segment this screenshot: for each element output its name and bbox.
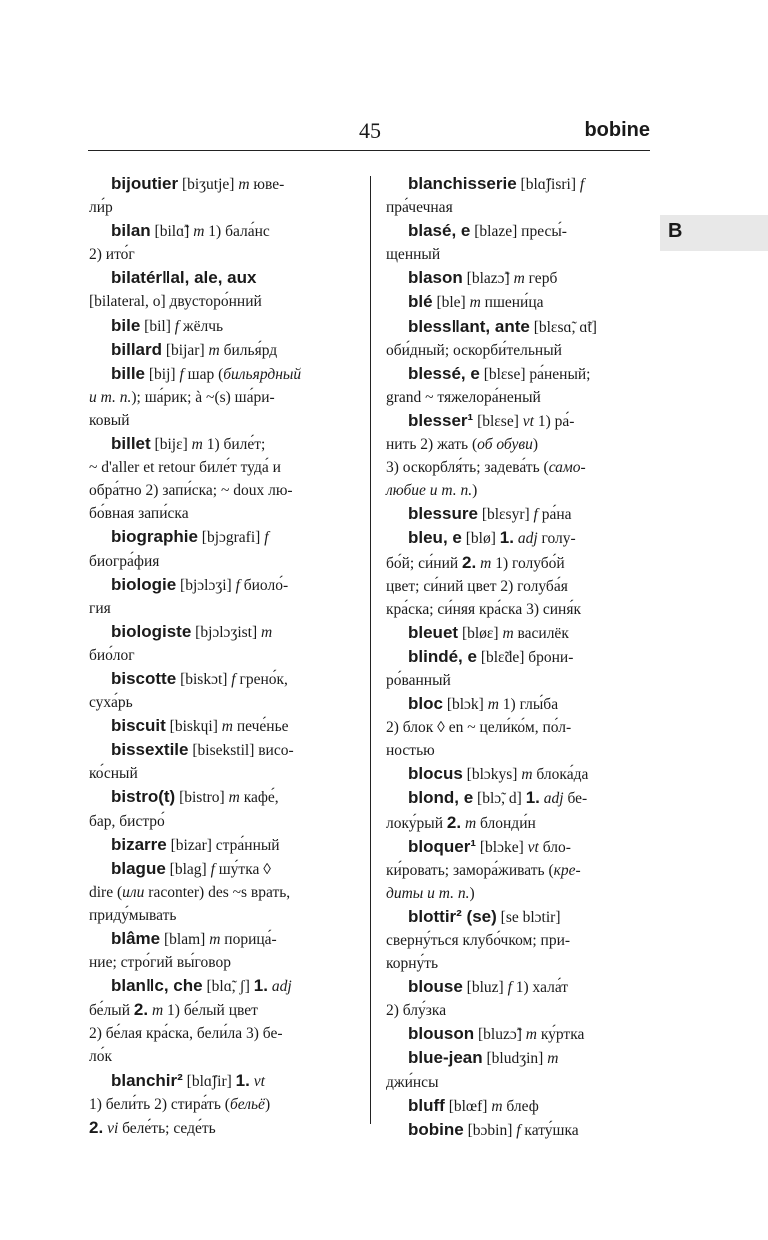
entry-line: бе́лый 2. m 1) бе́лый цвет — [89, 1000, 258, 1020]
entry-line — [89, 857, 351, 881]
grammar-label: f — [264, 529, 269, 547]
running-head: bobine — [584, 119, 650, 141]
entry-line — [89, 338, 351, 362]
headword: blessure — [408, 504, 478, 524]
entry-line — [386, 905, 648, 929]
headword: blan‖c, che — [111, 976, 203, 996]
entry-line: ро́ванный — [386, 671, 451, 689]
grammar-label: m — [469, 294, 481, 312]
transcription: [blɛsɑ̃, ɑ̃t] — [529, 318, 597, 336]
translation: герб — [524, 270, 558, 288]
entry-bistrot — [89, 785, 351, 832]
transcription: [bijɛ] — [150, 436, 192, 454]
sense-number: 2. — [446, 812, 462, 832]
entry-line — [386, 266, 648, 290]
headword: biologiste — [111, 621, 192, 641]
grammar-label: vt — [253, 1072, 265, 1090]
entry-line: пра́чечная — [386, 199, 453, 217]
entry-line — [386, 1118, 648, 1142]
entry-line — [89, 1069, 351, 1093]
translation: пече́нье — [232, 718, 289, 736]
entry-line: 2) блу́зка — [386, 1002, 447, 1020]
entry-line: обра́тно 2) запи́ска; ~ doux лю- — [89, 482, 293, 500]
translation: кафе́, — [239, 789, 279, 807]
entry-line: ло́к — [89, 1048, 113, 1066]
entry-ble — [386, 290, 648, 314]
headword: blue-jean — [408, 1048, 483, 1068]
headword: blessé, e — [408, 363, 480, 383]
grammar-label: m — [209, 931, 221, 948]
entry-line — [89, 172, 351, 196]
usage-note: и т. п. — [89, 388, 132, 406]
entry-line: суха́рь — [89, 694, 133, 712]
grammar-label: m — [480, 554, 492, 572]
usage-note: бельё — [229, 1095, 265, 1113]
translation: [bisekstil] висо- — [188, 742, 294, 760]
entry-blanchir — [89, 1069, 351, 1140]
entry-line: сверну́ться клубо́чком; при- — [386, 932, 571, 949]
transcription: [bjɔlɔʒist] — [191, 623, 262, 641]
entry-line — [89, 833, 351, 857]
transcription: [se blɔtir] — [496, 908, 561, 926]
entry-line: bleu, e [blø] 1. adj голу- — [408, 528, 576, 548]
grammar-label: adj — [517, 530, 538, 548]
entry-line — [89, 314, 351, 338]
transcription: [bilɑ̃] — [150, 223, 194, 241]
headword: bilatér‖al, ale, aux — [111, 268, 257, 288]
sense-number: 2. — [462, 552, 477, 572]
grammar-label: f — [579, 176, 585, 193]
entry-line: 3) оскорбля́ть; задева́ть (само- — [386, 459, 586, 477]
entry-line: 1) бели́ть 2) стира́ть (бельё) — [89, 1095, 271, 1113]
translation: [blɛ̃de] брони- — [476, 648, 574, 666]
entry-biologiste — [89, 620, 351, 667]
transcription: [ble] — [432, 294, 470, 312]
left-column — [89, 172, 351, 1140]
entry-blase — [386, 219, 648, 266]
translation: блеф — [502, 1097, 539, 1115]
headword: bless‖ant, ante — [408, 316, 530, 336]
grammar-label: vi — [107, 1119, 119, 1137]
entry-blouse — [386, 975, 648, 1022]
entry-line: ли́р — [89, 199, 113, 217]
entry-line: [bilateral, o] двусторо́нний — [89, 293, 262, 311]
headword: blanchisserie — [408, 174, 517, 193]
thumb-index-tab — [660, 215, 768, 251]
translation: бло- — [538, 838, 571, 856]
grammar-label: f — [507, 979, 512, 997]
entry-line: ки́ровать; замора́живать (кре- — [386, 861, 581, 879]
translation: [bizar] стра́нный — [166, 836, 280, 854]
entry-bleuet — [386, 621, 648, 645]
grammar-label: m — [464, 814, 477, 832]
entry-bobine — [386, 1118, 648, 1142]
entry-line: 2) ито́г — [89, 246, 135, 264]
sense-number: 1. — [235, 1070, 250, 1090]
entry-blessant — [386, 315, 648, 362]
entry-bloquer — [386, 835, 648, 905]
translation: биоло́- — [239, 576, 289, 594]
entry-line: ковый — [89, 411, 130, 429]
transcription: [blag] — [165, 860, 211, 878]
entry-line — [386, 692, 648, 716]
headword: bluff — [408, 1095, 445, 1115]
entry-blason — [386, 266, 648, 290]
entry-line: бо́й; си́ний 2. m 1) голубо́й — [386, 552, 565, 572]
grammar-label: m — [193, 223, 205, 241]
headword: bleuet — [408, 622, 459, 642]
grammar-label: m — [491, 1097, 503, 1115]
entry-line — [386, 1022, 648, 1046]
translation: ку́ртка — [536, 1026, 585, 1044]
grammar-label: m — [502, 624, 514, 642]
translation: 1) глы́ба — [498, 696, 559, 714]
grammar-label: f — [174, 317, 180, 335]
transcription: [blœf] — [444, 1097, 492, 1115]
headword: billard — [111, 339, 163, 359]
transcription: [blam] — [160, 931, 210, 948]
headword: blottir² (se) — [408, 906, 497, 926]
sense-number: 1. — [525, 788, 540, 808]
entry-line — [386, 315, 648, 339]
entry-line: любие и т. п.) — [386, 482, 478, 500]
usage-note: об обуви — [477, 436, 533, 454]
entry-line — [89, 573, 351, 597]
translation: 1) хала́т — [511, 979, 569, 997]
entry-line — [89, 927, 351, 951]
transcription: [bijar] — [162, 341, 209, 359]
entry-bloc — [386, 692, 648, 762]
entry-blue-jean — [386, 1046, 648, 1093]
grammar-label: adj — [271, 978, 292, 996]
transcription: [bjɔlɔʒi] — [176, 576, 236, 594]
grammar-label: m — [221, 718, 233, 736]
headword: blanchir² — [111, 1070, 183, 1090]
headword: bloc — [408, 694, 443, 714]
translation: грено́к, — [235, 670, 288, 688]
entry-line — [89, 667, 351, 691]
translation: шар ( — [183, 365, 224, 383]
page-number: 45 — [359, 118, 381, 143]
entry-line — [386, 762, 648, 786]
transcription: [bil] — [140, 317, 175, 335]
translation: василёк — [513, 624, 569, 642]
usage-note: кре- — [553, 861, 581, 879]
entry-line — [89, 432, 351, 456]
entry-line: локу́рый 2. m блонди́н — [386, 812, 536, 832]
entry-bizarre — [89, 833, 351, 857]
usage-note: само- — [548, 459, 586, 477]
headword: blague — [111, 858, 166, 878]
headword: biographie — [111, 527, 198, 547]
transcription: [bij] — [145, 365, 180, 383]
transcription: [biʒutje] — [178, 176, 239, 193]
entry-blanc — [89, 974, 351, 1068]
grammar-label: m — [191, 436, 203, 454]
entry-line: ностью — [386, 742, 435, 760]
sense-number: 1. — [253, 976, 268, 996]
entry-blague — [89, 857, 351, 927]
entry-blesse — [386, 362, 648, 409]
entry-line: 2. vi беле́ть; седе́ть — [89, 1117, 216, 1137]
entry-line — [386, 409, 648, 433]
transcription: [bløɛ] — [458, 624, 503, 642]
translation: блока́да — [532, 766, 589, 784]
sense-number: 1. — [499, 528, 514, 548]
grammar-label: m — [228, 789, 240, 807]
entry-line: щенный — [386, 246, 441, 264]
header-rule — [88, 150, 650, 151]
transcription: [bluzɔ̃] — [474, 1026, 526, 1044]
entry-line — [89, 219, 351, 243]
entry-line — [89, 620, 351, 644]
grammar-label: f — [516, 1121, 521, 1139]
headword: biscuit — [111, 716, 166, 736]
sense-number: 2. — [89, 1117, 104, 1137]
headword: bissextile — [111, 740, 189, 760]
headword: blindé, e — [408, 646, 477, 666]
transcription: [biskɥi] — [165, 718, 222, 736]
transcription: [blɑ̃ʃisri] — [516, 176, 580, 193]
right-column — [386, 172, 648, 1142]
translation: порица́- — [220, 931, 277, 948]
entry-bilan — [89, 219, 351, 266]
entry-line: ние; стро́гий вы́говор — [89, 954, 231, 972]
entry-line: био́лог — [89, 646, 135, 664]
entry-blessure — [386, 502, 648, 526]
grammar-label: m — [525, 1026, 537, 1044]
transcription: [bludʒin] — [482, 1050, 548, 1068]
entry-line: джи́нсы — [386, 1073, 439, 1091]
grammar-label: f — [533, 506, 538, 524]
transcription: [bluz] — [462, 979, 508, 997]
entry-line — [89, 266, 351, 290]
grammar-label: m — [208, 341, 220, 359]
entry-blocus — [386, 762, 648, 786]
entry-bluff — [386, 1094, 648, 1118]
entry-bilateral — [89, 266, 351, 313]
headword: blasé, e — [408, 221, 471, 241]
entry-blottir — [386, 905, 648, 975]
entry-line: гия — [89, 599, 111, 617]
grammar-label: f — [231, 670, 236, 688]
translation: 1) бала́нс — [204, 223, 270, 241]
headword: bistro(t) — [111, 787, 176, 807]
headword: blond, e — [408, 788, 474, 808]
transcription: [bjɔgrafi] — [197, 529, 265, 547]
entry-blouson — [386, 1022, 648, 1046]
entry-line: grand ~ тяжелора́неный — [386, 388, 541, 406]
headword: blé — [408, 292, 433, 312]
entry-line — [89, 386, 351, 409]
entry-line: blond, e [blɔ̃, d] 1. adj бе- — [408, 788, 588, 808]
headword: blouson — [408, 1024, 475, 1044]
entry-bijoutier — [89, 172, 351, 219]
translation: ра́на — [537, 506, 572, 524]
headword: blason — [408, 268, 463, 288]
translation: кату́шка — [520, 1121, 579, 1139]
entry-line: биогра́фия — [89, 552, 160, 570]
transcription: [blɑ̃, ʃ] — [202, 978, 254, 996]
entry-blond — [386, 786, 648, 834]
column-divider — [370, 176, 371, 1124]
grammar-label: m — [521, 766, 533, 784]
grammar-label: m — [151, 1002, 164, 1020]
transcription: [blɛse] — [473, 412, 523, 430]
entry-line: корну́ть — [386, 955, 439, 973]
grammar-label: vt — [522, 412, 534, 430]
translation: билья́рд — [219, 341, 278, 359]
transcription: [blɔkys] — [462, 766, 522, 784]
entry-biographie — [89, 525, 351, 572]
usage-note: диты и т. п. — [386, 884, 470, 902]
entry-line: ~ d'aller et retour биле́т туда́ и — [89, 459, 281, 477]
entry-line: нить 2) жать (об обуви) — [386, 436, 539, 454]
entry-line — [386, 835, 648, 859]
entry-line: приду́мывать — [89, 906, 177, 924]
entry-line: оби́дный; оскорби́тельный — [386, 341, 562, 359]
entry-bille — [89, 362, 351, 432]
grammar-label: f — [179, 365, 184, 383]
entry-line — [386, 975, 648, 999]
transcription: [biskɔt] — [176, 670, 232, 688]
entry-line — [89, 785, 351, 809]
grammar-label: m — [487, 696, 499, 714]
entry-line — [386, 172, 648, 196]
translation: ); ша́рик; à ~(s) ша́ри- — [131, 388, 275, 406]
transcription: [blɔk] — [442, 696, 488, 714]
entry-line — [386, 219, 648, 243]
headword: blouse — [408, 977, 463, 997]
entry-line: бо́вная запи́ска — [89, 505, 189, 523]
entry-line: ко́сный — [89, 765, 138, 783]
entry-line: кра́ска; си́няя кра́ска 3) синя́к — [386, 600, 582, 618]
entry-line: диты и т. п.) — [386, 884, 475, 902]
grammar-label: adj — [543, 790, 564, 808]
headword: bile — [111, 315, 141, 335]
transcription: [blɛsyr] — [477, 506, 534, 524]
entry-blame — [89, 927, 351, 974]
translation: 1) ра́- — [533, 412, 575, 430]
entry-biscotte — [89, 667, 351, 714]
transcription: [blɑ̃ʃir] — [182, 1072, 236, 1090]
entry-biologie — [89, 573, 351, 620]
translation: жёлчь — [179, 317, 224, 335]
grammar-label: m — [261, 623, 273, 641]
sense-number: 2. — [133, 1000, 149, 1020]
entry-line: бар, бистро́ — [89, 812, 165, 830]
translation: юве- — [249, 176, 285, 193]
entry-line: 2) бе́лая кра́ска, бели́ла 3) бе- — [89, 1025, 283, 1043]
headword: billet — [111, 434, 151, 454]
entry-line — [386, 1046, 648, 1070]
headword: blesser¹ — [408, 410, 474, 430]
transcription: [bistro] — [175, 789, 229, 807]
grammar-label: m — [547, 1050, 559, 1068]
headword: bleu, e — [408, 528, 462, 548]
headword: bloquer¹ — [408, 836, 476, 856]
grammar-label: f — [235, 576, 240, 594]
entry-blinde — [386, 645, 648, 692]
translation: [blaze] пресы́- — [470, 223, 567, 241]
transcription: [blɔ̃, d] — [473, 790, 526, 808]
entry-blesser — [386, 409, 648, 502]
entry-line: dire (или raconter) des ~s врать, — [89, 883, 291, 901]
translation: пшени́ца — [480, 294, 544, 312]
entry-line — [89, 738, 351, 762]
grammar-label: m — [238, 176, 250, 193]
headword: blâme — [111, 929, 161, 948]
headword: bizarre — [111, 834, 167, 854]
transcription: [blazɔ̃] — [462, 270, 514, 288]
headword: bijoutier — [111, 174, 179, 193]
headword: bille — [111, 363, 146, 383]
headword: biscotte — [111, 668, 177, 688]
thumb-index-letter: B — [668, 220, 683, 242]
grammar-label: vt — [527, 838, 539, 856]
transcription: [bɔbin] — [463, 1121, 517, 1139]
translation: 1) биле́т; — [202, 436, 266, 454]
grammar-label: f — [210, 860, 215, 878]
entry-bissextile — [89, 738, 351, 785]
entry-bleu — [386, 526, 648, 620]
entry-line — [89, 714, 351, 738]
grammar-label: m — [513, 270, 525, 288]
entry-billet — [89, 432, 351, 525]
entry-line: цвет; си́ний цвет 2) голуба́я — [386, 577, 568, 595]
entry-line — [386, 362, 648, 386]
entry-line — [386, 1094, 648, 1118]
transcription: [blø] — [461, 530, 500, 548]
entry-blanchisserie — [386, 172, 648, 219]
entry-line: 2) блок ◊ en ~ цели́ко́м, по́л- — [386, 719, 572, 737]
entry-line — [386, 621, 648, 645]
headword: bilan — [111, 221, 151, 241]
entry-biscuit — [89, 714, 351, 738]
entry-bile — [89, 314, 351, 338]
usage-note: бильярдный — [223, 365, 302, 383]
transcription: [blɔke] — [476, 838, 528, 856]
entry-line — [386, 290, 648, 314]
entry-line — [386, 502, 648, 526]
translation: [blɛse] ра́неный; — [479, 365, 591, 383]
usage-note: любие и т. п. — [386, 482, 473, 500]
entry-line — [89, 974, 351, 998]
entry-line — [89, 362, 351, 386]
headword: biologie — [111, 574, 177, 594]
entry-line — [89, 525, 351, 549]
translation: шу́тка ◊ — [214, 860, 271, 878]
usage-note: или — [122, 883, 145, 901]
entry-line — [386, 645, 648, 669]
headword: bobine — [408, 1119, 464, 1139]
headword: blocus — [408, 764, 463, 784]
entry-billard — [89, 338, 351, 362]
